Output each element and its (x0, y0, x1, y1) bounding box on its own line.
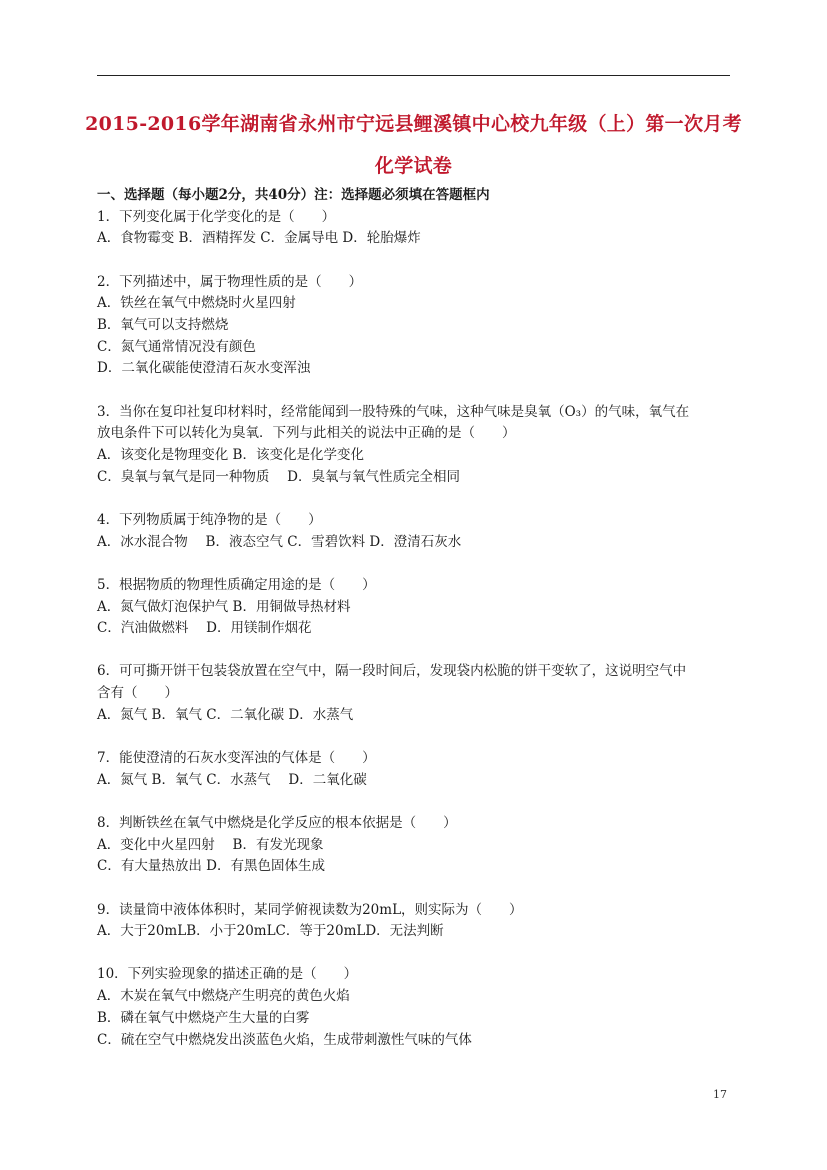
question-stem: 8．判断铁丝在氧气中燃烧是化学反应的根本依据是（ ） (97, 814, 457, 831)
question-spacer (97, 553, 737, 575)
question-spacer (97, 250, 737, 272)
question-spacer (97, 727, 737, 749)
exam-content (97, 185, 737, 1051)
question-item (97, 207, 737, 250)
question-item (97, 661, 737, 726)
question-option: A．变化中火星四射 B．有发光现象 (97, 836, 324, 853)
question-item (97, 575, 737, 640)
question-stem: 3．当你在复印社复印材料时，经常能闻到一股特殊的气味，这种气味是臭氧（O₃）的气味，氧气在 (97, 403, 690, 420)
question-item (97, 813, 737, 878)
question-option: B．氧气可以支持燃烧 (97, 317, 229, 334)
exam-title-line-1: 2015-2016学年湖南省永州市宁远县鲤溪镇中心校九年级（上）第一次月考 (85, 113, 742, 135)
question-option: D．二氧化碳能使澄清石灰水变浑浊 (97, 360, 311, 377)
question-spacer (97, 380, 737, 402)
question-option: A．大于20mLB．小于20mLC．等于20mLD．无法判断 (97, 923, 444, 940)
question-option: C．硫在空气中燃烧发出淡蓝色火焰，生成带刺激性气味的气体 (97, 1031, 472, 1048)
question-spacer (97, 791, 737, 813)
question-item (97, 900, 737, 943)
question-spacer (97, 943, 737, 965)
question-spacer (97, 640, 737, 662)
question-spacer (97, 488, 737, 510)
question-option: A．氮气 B．氧气 C．水蒸气 D．二氧化碳 (97, 771, 367, 788)
question-option: C．臭氧与氧气是同一种物质 D．臭氧与氧气性质完全相同 (97, 468, 460, 485)
question-option: B．磷在氧气中燃烧产生大量的白雾 (97, 1009, 310, 1026)
question-option: A．该变化是物理变化 B．该变化是化学变化 (97, 447, 364, 464)
header-rule (97, 75, 730, 76)
question-stem: 4．下列物质属于纯净物的是（ ） (97, 511, 322, 528)
question-stem: 5．根据物质的物理性质确定用途的是（ ） (97, 576, 376, 593)
question-stem: 6．可可撕开饼干包装袋放置在空气中，隔一段时间后，发现袋内松脆的饼干变软了，这说明空气中 (97, 663, 687, 680)
question-list (97, 207, 737, 1052)
question-option: C．汽油做燃料 D．用镁制作烟花 (97, 620, 312, 637)
question-stem: 1．下列变化属于化学变化的是（ ） (97, 208, 336, 225)
question-stem: 7．能使澄清的石灰水变浑浊的气体是（ ） (97, 750, 376, 767)
question-option: A．氮气做灯泡保护气 B．用铜做导热材料 (97, 598, 351, 615)
question-item (97, 964, 737, 1051)
question-option: A．铁丝在氧气中燃烧时火星四射 (97, 295, 296, 312)
exam-title-line-2: 化学试卷 (374, 155, 453, 177)
question-stem: 2．下列描述中，属于物理性质的是（ ） (97, 273, 363, 290)
question-spacer (97, 878, 737, 900)
question-stem: 放电条件下可以转化为臭氧．下列与此相关的说法中正确的是（ ） (97, 425, 516, 442)
question-option: C．氮气通常情况没有颜色 (97, 338, 256, 355)
question-item (97, 510, 737, 553)
question-stem: 9．读量筒中液体体积时，某同学俯视读数为20mL，则实际为（ ） (97, 901, 523, 918)
page-number: 17 (713, 1088, 727, 1101)
question-option: A．食物霉变 B．酒精挥发 C．金属导电 D．轮胎爆炸 (97, 230, 421, 247)
question-stem: 含有（ ） (97, 685, 178, 702)
question-option: A．木炭在氧气中燃烧产生明亮的黄色火焰 (97, 988, 350, 1005)
question-stem: 10．下列实验现象的描述正确的是（ ） (97, 966, 358, 983)
question-option: A．冰水混合物 B．液态空气 C．雪碧饮料 D．澄清石灰水 (97, 533, 462, 550)
question-item (97, 272, 737, 381)
question-option: A．氮气 B．氧气 C．二氧化碳 D．水蒸气 (97, 706, 354, 723)
question-item (97, 748, 737, 791)
question-option: C．有大量热放出 D．有黑色固体生成 (97, 858, 325, 875)
section-heading: 一、选择题（每小题2分，共40分）注：选择题必须填在答题框内 (97, 187, 490, 203)
question-item (97, 402, 737, 489)
